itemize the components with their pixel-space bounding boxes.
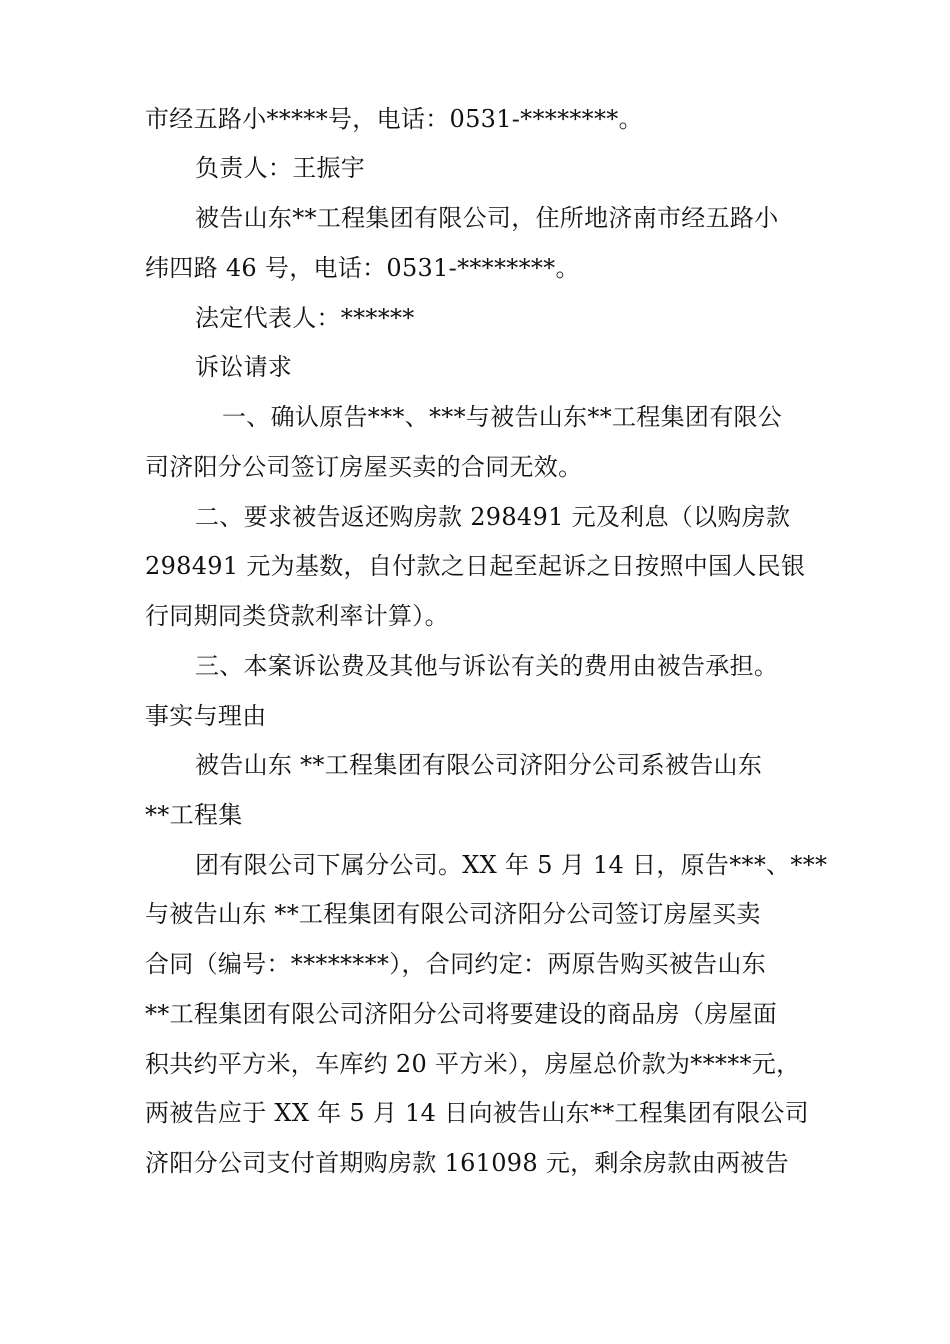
text-line: 二、要求被告返还购房款 298491 元及利息（以购房款: [195, 503, 791, 531]
text-line: 两被告应于 XX 年 5 月 14 日向被告山东**工程集团有限公司: [145, 1099, 809, 1127]
text-line: 与被告山东 **工程集团有限公司济阳分公司签订房屋买卖: [145, 900, 761, 928]
text-line: 市经五路小*****号，电话：0531-********。: [145, 105, 643, 133]
text-line: 298491 元为基数，自付款之日起至起诉之日按照中国人民银: [145, 552, 806, 580]
text-line: 司济阳分公司签订房屋买卖的合同无效。: [145, 453, 583, 481]
text-line: 被告山东**工程集团有限公司，住所地济南市经五路小: [195, 204, 779, 232]
section-heading: 事实与理由: [145, 702, 267, 730]
text-line: **工程集: [145, 801, 243, 829]
text-line: 济阳分公司支付首期购房款 161098 元，剩余房款由两被告: [145, 1149, 789, 1177]
text-line: 法定代表人：******: [195, 304, 415, 332]
section-heading: 诉讼请求: [195, 353, 293, 381]
text-line: 负责人：王振宇: [195, 154, 366, 182]
text-line: 纬四路 46 号，电话：0531-********。: [145, 254, 580, 282]
text-line: **工程集团有限公司济阳分公司将要建设的商品房（房屋面: [145, 1000, 778, 1028]
text-line: 三、本案诉讼费及其他与诉讼有关的费用由被告承担。: [195, 652, 779, 680]
text-line: 一、确认原告***、***与被告山东**工程集团有限公: [222, 403, 783, 431]
text-line: 合同（编号：********），合同约定：两原告购买被告山东: [145, 950, 766, 978]
text-line: 团有限公司下属分公司。XX 年 5 月 14 日，原告***、***: [195, 851, 828, 879]
text-line: 积共约平方米，车库约 20 平方米），房屋总价款为*****元，: [145, 1050, 801, 1078]
text-line: 被告山东 **工程集团有限公司济阳分公司系被告山东: [195, 751, 763, 779]
text-line: 行同期同类贷款利率计算）。: [145, 602, 449, 630]
